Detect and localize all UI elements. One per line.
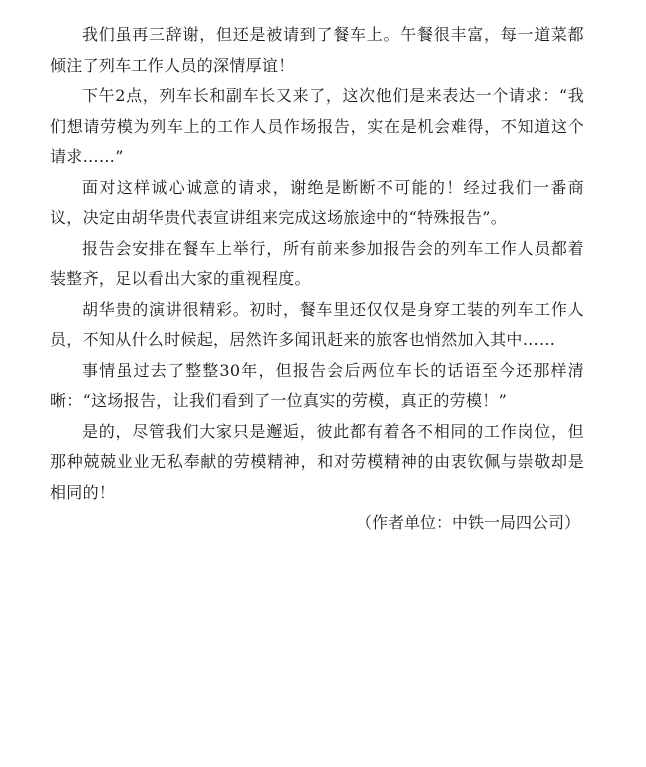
paragraph-3: 面对这样诚心诚意的请求，谢绝是断断不可能的！经过我们一番商议，决定由胡华贵代表宣讲组来完成这场旅途中的“特殊报告”。 — [50, 177, 584, 227]
author-affiliation: （作者单位：中铁一局四公司） — [355, 513, 580, 532]
paragraph-2: 下午2点，列车长和副车长又来了，这次他们是来表达一个请求：“我们想请劳模为列车上的工作人员作场报告，实在是机会难得，不知道这个请求……” — [50, 86, 584, 166]
article-body — [50, 20, 584, 539]
paragraph-6: 事情虽过去了整整30年，但报告会后两位车长的话语至今还那样清晰：“这场报告，让我们看到了一位真实的劳模，真正的劳模！” — [50, 360, 584, 410]
paragraph-4: 报告会安排在餐车上举行，所有前来参加报告会的列车工作人员都着装整齐，足以看出大家的重视程度。 — [50, 238, 584, 288]
paragraph-1: 我们虽再三辞谢，但还是被请到了餐车上。午餐很丰富，每一道菜都倾注了列车工作人员的深情厚谊！ — [50, 25, 584, 75]
paragraph-7: 是的，尽管我们大家只是邂逅，彼此都有着各不相同的工作岗位，但那种兢兢业业无私奉献的劳模精神，和对劳模精神的由衷钦佩与崇敬却是相同的！ — [50, 421, 584, 502]
paragraph-5: 胡华贵的演讲很精彩。初时，餐车里还仅仅是身穿工装的列车工作人员，不知从什么时候起，居然许多闻讯赶来的旅客也悄然加入其中…… — [50, 299, 584, 349]
